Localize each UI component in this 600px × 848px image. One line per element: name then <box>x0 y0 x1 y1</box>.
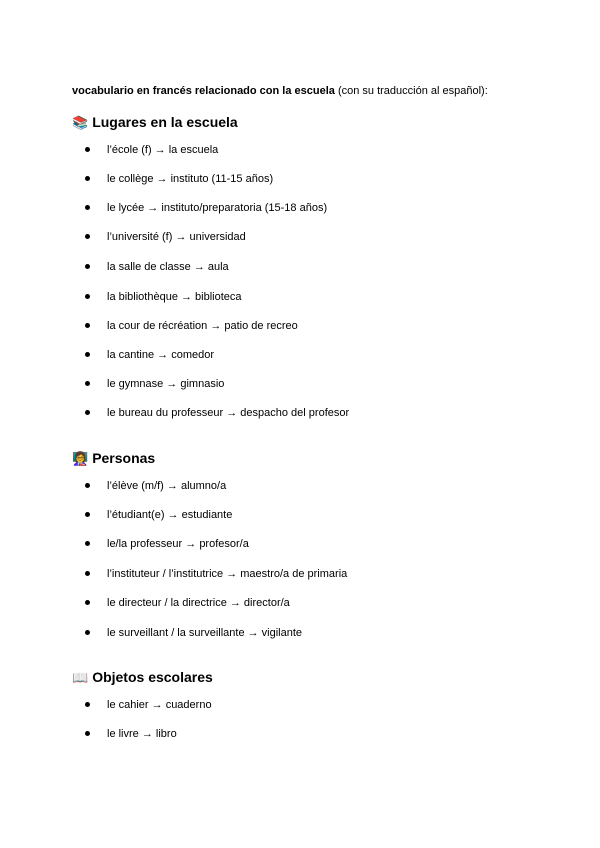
section-title: Objetos escolares <box>92 669 213 685</box>
bullet-icon <box>85 234 90 239</box>
bullet-icon <box>85 264 90 269</box>
document-page: vocabulario en francés relacionado con la escuela (con su traducción al español): 📚 Lugares en la escuela l’école (f) → la escuela le collège → instituto (11-15 años) le lycée → instituto/preparatoria (15-18 años) l’université (f) → universidad la salle de classe → aula la bibliothèque → biblioteca la cour de récréation → patio de recreo la cantine → comedor le gymnase → gimnasio le bureau du professeur → despacho del profesor 👩‍🏫 Personas l’élève (m/f) → alumno/a l’étudiant(e) → estudiante le/la professeur → profesor/a l’instituteur / l’institutrice → maestro/a de primaria le directeur / la directrice → director/a le surveillant / la surveillante → vigilante 📖 Objetos escolares le cahier → cuaderno le livre → libro <box>72 85 488 740</box>
section-heading-personas <box>72 449 155 468</box>
bullet-icon <box>85 381 90 386</box>
intro-paragraph <box>72 84 488 98</box>
section-heading-objetos <box>72 668 213 687</box>
section-title: Lugares en la escuela <box>92 114 238 130</box>
open-book-icon: 📖 <box>72 670 89 685</box>
bullet-icon <box>85 352 90 357</box>
section-title: Personas <box>92 450 156 466</box>
bullet-icon <box>85 630 90 635</box>
bullet-icon <box>85 702 90 707</box>
bullet-icon <box>85 512 90 517</box>
bullet-icon <box>85 205 90 210</box>
bullet-icon <box>85 410 90 415</box>
bullet-icon <box>85 323 90 328</box>
bullet-icon <box>85 176 90 181</box>
bullet-icon <box>85 731 90 736</box>
books-icon: 📚 <box>72 115 89 130</box>
section-heading-lugares <box>72 113 238 132</box>
bullet-icon <box>85 483 90 488</box>
bullet-icon <box>85 541 90 546</box>
intro-rest-text: (con su traducción al español): <box>334 85 488 97</box>
bullet-icon <box>85 294 90 299</box>
intro-bold-text: vocabulario en francés relacionado con la escuela <box>72 85 335 97</box>
bullet-icon <box>85 147 90 152</box>
teacher-icon: 👩‍🏫 <box>72 451 89 466</box>
bullet-icon <box>85 600 90 605</box>
bullet-icon <box>85 571 90 576</box>
